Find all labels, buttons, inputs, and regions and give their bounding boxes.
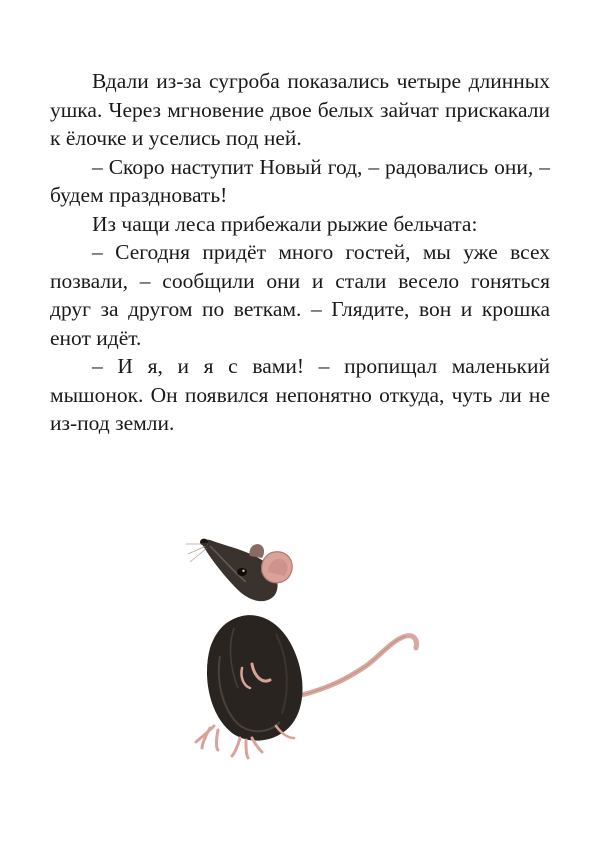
paragraph: Вдали из-за сугроба показались четыре длинных ушка. Через мгновение двое белых зайчат прискакали к ёлочке и уселись под ней. xyxy=(50,69,550,150)
mouse-hind-foot xyxy=(232,738,262,758)
mouse-eye xyxy=(237,568,247,576)
paragraph: – Сегодня придёт много гостей, мы уже всех позвали, – сообщили они и стали весело гоняться друг за другом по веткам. – Глядите, вон и крошка енот идёт. xyxy=(50,240,550,350)
mouse-hind-foot xyxy=(196,726,218,750)
mouse-illustration xyxy=(180,528,430,768)
mouse-body xyxy=(207,615,303,740)
paragraph: – И я, и я с вами! – пропищал маленький мышонок. Он появился непонятно откуда, чуть ли не из-под земли. xyxy=(50,354,550,435)
mouse-ear-back xyxy=(249,544,264,558)
mouse-tail xyxy=(298,636,417,696)
paragraph: Из чащи леса прибежали рыжие бельчата: xyxy=(92,211,478,236)
story-text xyxy=(50,67,550,438)
paragraph: – Скоро наступит Новый год, – радовались они, – будем праздновать! xyxy=(50,154,550,207)
